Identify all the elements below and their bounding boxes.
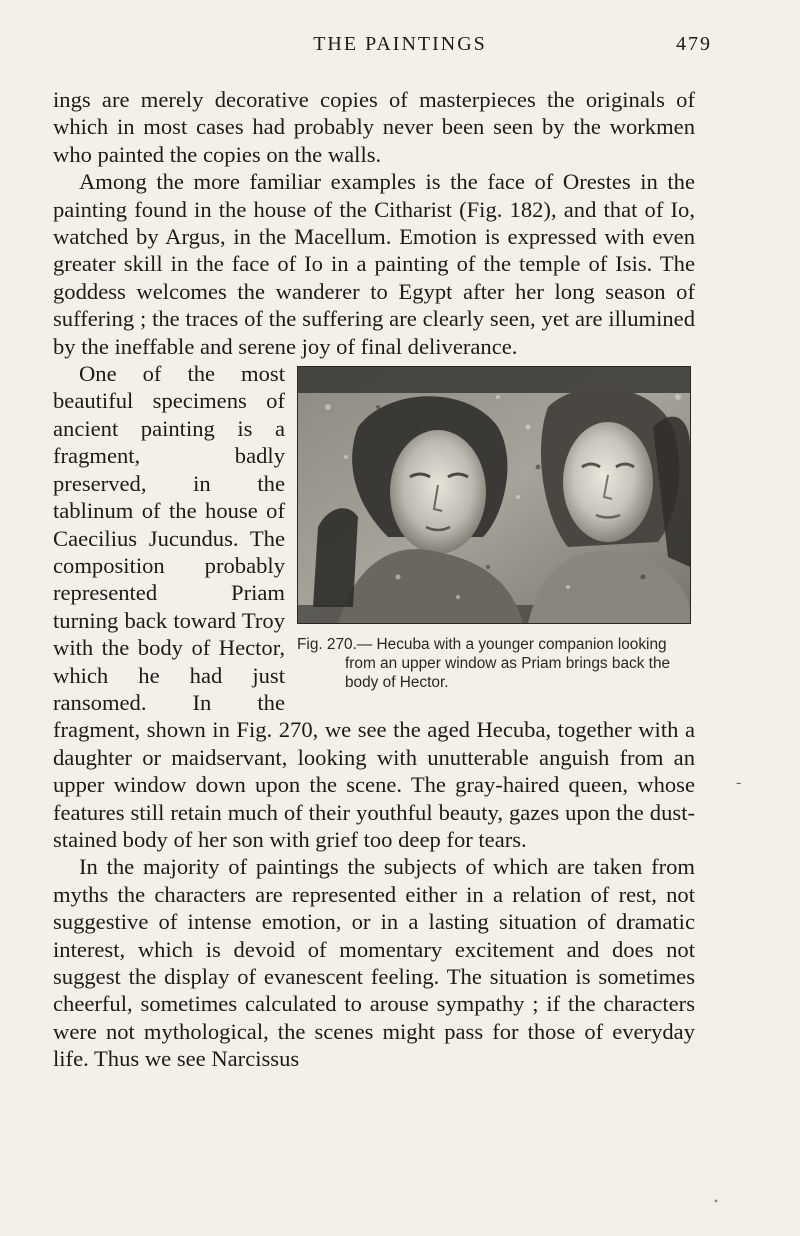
- paragraph-1: ings are merely decorative copies of masterpieces the originals of which in most cases had probably never been seen by the workmen who painted the copies on the walls.: [53, 87, 695, 167]
- running-title: THE PAINTINGS: [313, 33, 487, 55]
- fresco-image: [297, 366, 691, 624]
- paragraph-4: In the majority of paintings the subjects of which are taken from myths the characters are represented either in a relation of rest, not suggestive of intense emotion, or in a lasting situation of dramatic interest, which is devoid of momentary excitement and does not suggest the display of evanescent feeling. The situation is sometimes cheerful, sometimes calculated to arouse sympathy ; if the characters were not mythological, the scenes might pass for those of everyday life. Thus we see Narcissus: [53, 854, 695, 1072]
- bottom-mark: •: [714, 1194, 719, 1208]
- paragraph-3-text: One of the most beautiful specimens of ancient painting is a fragment, badly preserved, in the tablinum of the house of Caecilius Jucundus. The composition probably represented Priam turning back toward Troy with the body of Hector, which he had just ransomed. In the fragment, shown in Fig. 270, we see the aged Hecuba, together with a daughter or maidservant, looking with unutterable anguish from an upper window down upon the scene. The gray-haired queen, whose features still retain much of their youthful beauty, gazes upon the dust-stained body of her son with grief too deep for tears.: [53, 361, 695, 852]
- figure-270: [297, 366, 695, 692]
- paragraph-2: Among the more familiar examples is the face of Orestes in the painting found in the house of the Citharist (Fig. 182), and that of Io, watched by Argus, in the Macellum. Emotion is expressed with even greater skill in the face of Io in a painting of the temple of Isis. The goddess welcomes the wanderer to Egypt after her long season of suffering ; the traces of the suffering are clearly seen, yet are illumined by the ineffable and serene joy of final deliverance.: [53, 169, 695, 359]
- figure-caption: Fig. 270.— Hecuba with a younger companion looking from an upper window as Priam brings back the body of Hector.: [297, 636, 671, 692]
- margin-mark: -: [736, 774, 742, 791]
- fresco-illustration: [298, 367, 690, 623]
- body-text: [53, 86, 695, 1073]
- paragraph-3: [53, 360, 695, 853]
- page-number: 479: [676, 33, 712, 55]
